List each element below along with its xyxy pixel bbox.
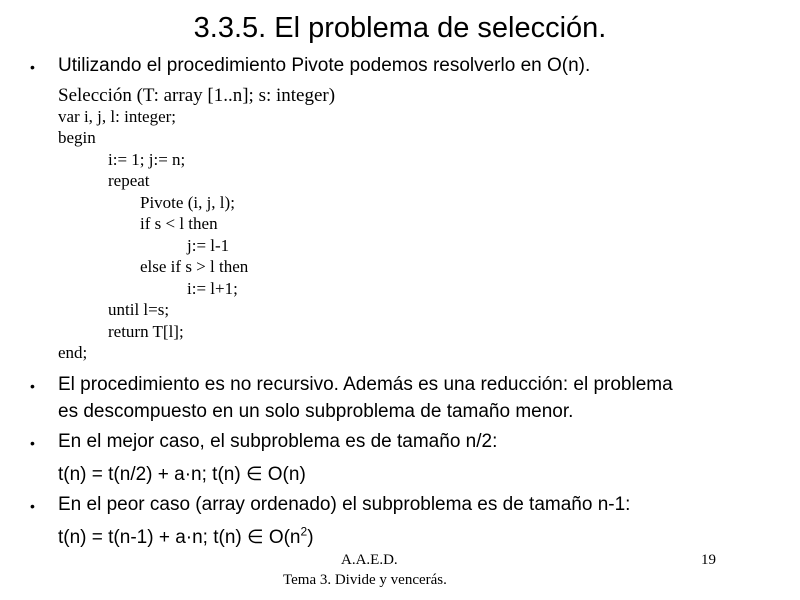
bullet-symbol: • <box>30 498 35 514</box>
intro-keyword: Pivote <box>291 55 345 76</box>
slide-title: 3.3.5. El problema de selección. <box>193 12 607 44</box>
formula <box>58 526 314 549</box>
bullet-text: En el mejor caso, el subproblema es de tamaño n/2: <box>58 431 498 452</box>
page-number: 19 <box>701 552 716 568</box>
intro-text-before: Utilizando el procedimiento <box>58 55 292 76</box>
bullet-text: es descompuesto en un solo subproblema de tamaño menor. <box>58 401 574 422</box>
code-line: i:= l+1; <box>187 279 238 298</box>
code-line: Pivote (i, j, l); <box>140 193 235 212</box>
footer-topic: Tema 3. Divide y vencerás. <box>283 572 447 588</box>
code-line: repeat <box>108 171 150 190</box>
formula-text-end: ) <box>307 527 314 548</box>
code-line: var i, j, l: integer; <box>58 107 177 126</box>
code-line: return T[l]; <box>108 322 184 341</box>
code-line: else if s > l then <box>140 257 249 276</box>
bullet-symbol: • <box>30 435 35 451</box>
bullet-symbol: • <box>30 59 35 75</box>
formula-exponent: 2 <box>300 524 308 539</box>
intro-text <box>58 55 590 77</box>
bullet-symbol: • <box>30 378 35 394</box>
code-line: i:= 1; j:= n; <box>108 150 186 169</box>
bullet-text: En el peor caso (array ordenado) el subproblema es de tamaño n-1: <box>58 494 631 515</box>
code-line: until l=s; <box>108 300 170 319</box>
code-line: begin <box>58 128 96 147</box>
code-line: j:= l-1 <box>187 236 230 255</box>
footer-course: A.A.E.D. <box>341 552 398 568</box>
code-line: if s < l then <box>140 214 218 233</box>
formula-text: t(n) = t(n-1) + a·n; t(n) ∈ O(n <box>58 527 301 548</box>
code-line: end; <box>58 343 88 362</box>
formula: t(n) = t(n/2) + a·n; t(n) ∈ O(n) <box>58 464 306 485</box>
code-header: Selección (T: array [1..n]; s: integer) <box>58 85 336 106</box>
bullet-text: El procedimiento es no recursivo. Además es una reducción: el problema <box>58 374 673 395</box>
intro-text-after: podemos resolverlo en O(n). <box>344 55 591 76</box>
